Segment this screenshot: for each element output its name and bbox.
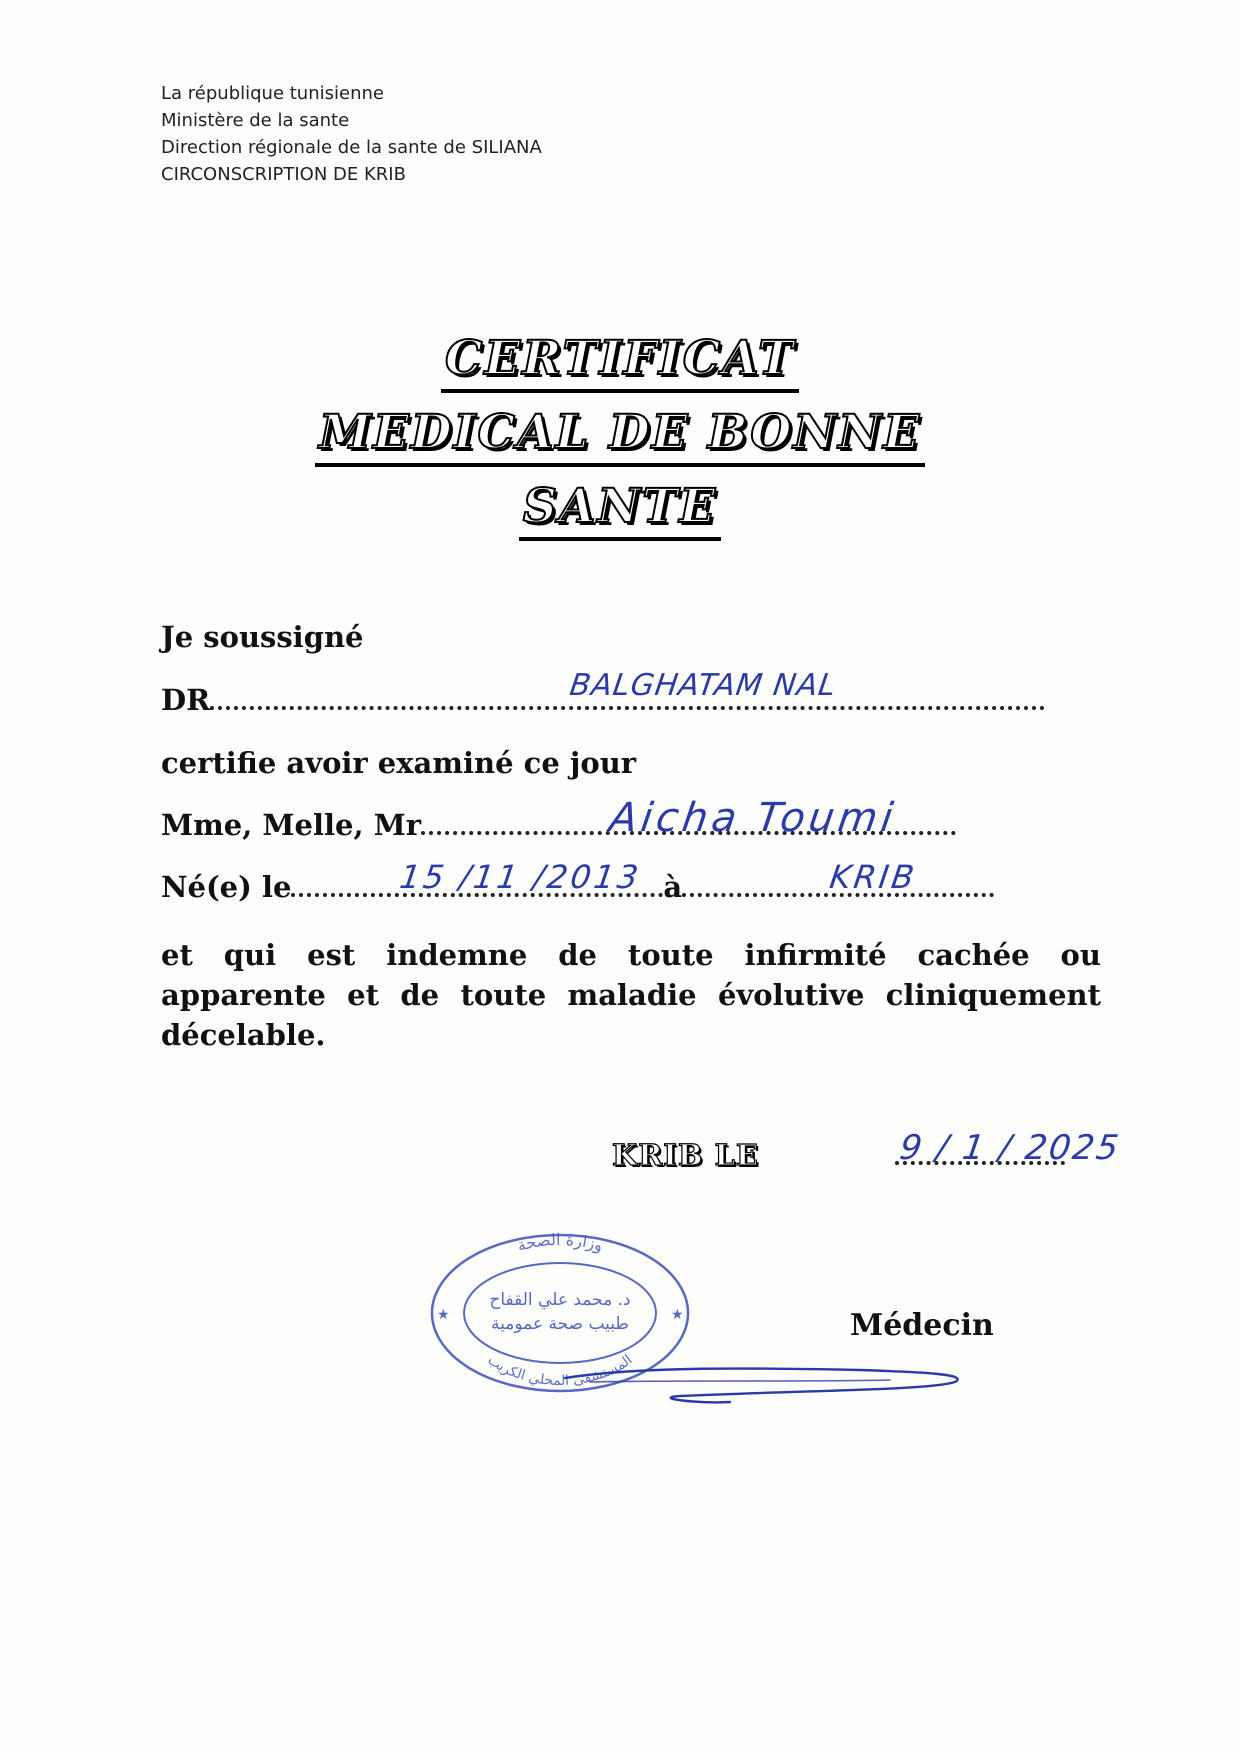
dr-label: DR (161, 683, 211, 717)
birth-date-handwritten: 15 /11 /2013 (397, 858, 644, 896)
svg-text:★: ★ (437, 1307, 450, 1323)
header-line-ministry: Ministère de la sante (161, 110, 350, 131)
title-line-1: CERTIFICAT (441, 329, 799, 393)
title-line-2: MEDICAL DE BONNE (315, 403, 925, 467)
date-handwritten-value: 9 / 1 / 2025 (897, 1128, 1123, 1168)
je-soussigne-text: Je soussigné (161, 620, 364, 654)
birth-place-handwritten: KRIB (827, 858, 920, 896)
certificate-title (0, 325, 1240, 547)
header-line-direction: Direction régionale de la sante de SILIANA (161, 137, 542, 158)
medecin-label: Médecin (850, 1308, 994, 1343)
patient-label: Mme, Melle, Mr (161, 808, 422, 842)
krib-le-label: KRIB LE (612, 1138, 759, 1172)
birth-label: Né(e) le (161, 870, 292, 904)
svg-text:د. محمد علي القفاح: د. محمد علي القفاح (489, 1290, 631, 1310)
certifie-text: certifie avoir examiné ce jour (161, 746, 637, 780)
ministry-header (161, 80, 542, 188)
svg-text:طبيب صحة عمومية: طبيب صحة عمومية (491, 1314, 629, 1334)
doctor-signature (560, 1360, 970, 1420)
birth-place-label: à (663, 870, 683, 904)
svg-text:وزارة الصحة: وزارة الصحة (514, 1229, 606, 1256)
svg-text:المستشفى المحلي الكريب: المستشفى المحلي الكريب (484, 1351, 636, 1390)
patient-handwritten-value: Aicha Toumi (606, 795, 900, 841)
title-line-3: SANTE (519, 477, 721, 541)
svg-text:★: ★ (671, 1307, 684, 1323)
dr-handwritten-value: BALGHATAM NAL (567, 668, 839, 703)
health-statement-paragraph: et qui est indemne de toute infirmité cachée ou apparente et de toute maladie évolutive cliniquement décelable. (161, 938, 1101, 1052)
header-line-republic: La république tunisienne (161, 83, 384, 104)
header-line-circonscription: CIRCONSCRIPTION DE KRIB (161, 164, 406, 185)
